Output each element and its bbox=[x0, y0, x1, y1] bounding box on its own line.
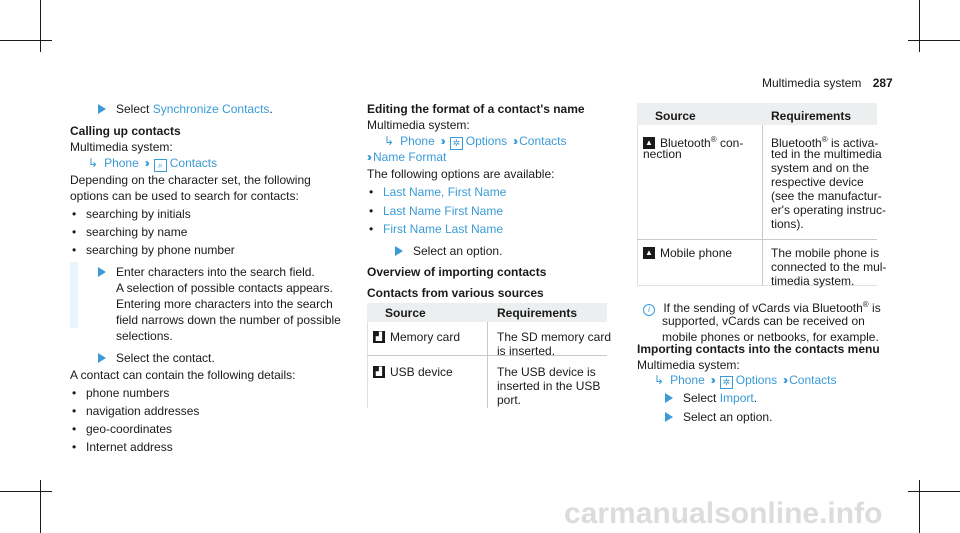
step-select-contact: Select the contact. bbox=[98, 350, 215, 366]
step-arrow-icon bbox=[98, 267, 106, 277]
table-cell: respective device bbox=[771, 175, 864, 189]
step-select-option: Select an option. bbox=[395, 243, 502, 259]
step-arrow-icon bbox=[98, 104, 106, 114]
list-item: • phone numbers bbox=[72, 386, 170, 400]
list-item: • navigation addresses bbox=[72, 404, 200, 418]
table-border bbox=[367, 322, 368, 408]
list-item: • searching by phone number bbox=[72, 243, 235, 257]
info-text: mobile phones or netbooks, for example. bbox=[662, 330, 879, 344]
path-phone[interactable]: Phone bbox=[104, 156, 139, 170]
table-cell: er's operating instruc- bbox=[771, 203, 887, 217]
table-cell: nection bbox=[643, 147, 682, 161]
table-cell: Bluetooth® is activa- bbox=[771, 135, 879, 150]
table-cell: system and on the bbox=[771, 161, 870, 175]
th-requirements: Requirements bbox=[497, 306, 578, 320]
sd-card-icon: ▟ bbox=[373, 331, 385, 343]
crop-mark bbox=[40, 480, 41, 533]
info-text: supported, vCards can be received on bbox=[662, 314, 865, 328]
path-phone[interactable]: Phone bbox=[400, 134, 435, 148]
option-last-first-comma[interactable]: Last Name, First Name bbox=[383, 185, 507, 199]
running-header bbox=[762, 75, 893, 91]
edit-path-cont bbox=[367, 149, 446, 165]
table-row: ▲ Mobile phone bbox=[643, 245, 732, 261]
crop-mark bbox=[40, 0, 41, 52]
edit-system: Multimedia system: bbox=[367, 118, 470, 132]
calling-path bbox=[88, 155, 217, 172]
enter-arrow-icon: ↳ bbox=[654, 373, 665, 387]
table-cell: The SD memory card bbox=[497, 330, 612, 344]
step-text: selections. bbox=[116, 329, 173, 343]
table-cell: timedia system. bbox=[771, 274, 855, 288]
list-item: • Internet address bbox=[72, 440, 173, 454]
gear-icon: ✲ bbox=[450, 137, 463, 150]
option-last-first[interactable]: Last Name First Name bbox=[383, 204, 504, 218]
watermark: carmanualsonline.info bbox=[564, 497, 883, 530]
path-phone[interactable]: Phone bbox=[670, 373, 705, 387]
step-arrow-icon bbox=[665, 393, 673, 403]
path-name-format[interactable]: Name Format bbox=[373, 150, 447, 164]
import-link[interactable]: Import bbox=[719, 391, 754, 405]
import-heading: Importing contacts into the contacts menu bbox=[637, 342, 880, 356]
step-text: field narrows down the number of possible bbox=[116, 313, 341, 327]
crop-mark bbox=[0, 40, 52, 41]
step-import: Select Import. bbox=[665, 390, 757, 406]
calling-system: Multimedia system: bbox=[70, 140, 173, 154]
table-cell: is inserted. bbox=[497, 344, 556, 358]
crop-mark bbox=[908, 491, 960, 492]
table-row: ▲ Bluetooth® con- bbox=[643, 132, 743, 151]
options-intro: The following options are available: bbox=[367, 167, 555, 181]
calling-heading: Calling up contacts bbox=[70, 124, 181, 138]
calling-para: options can be used to search for contacts: bbox=[70, 189, 299, 203]
table-row: ▟ Memory card bbox=[373, 329, 460, 345]
table-cell: port. bbox=[497, 393, 522, 407]
step-text: A selection of possible contacts appears. bbox=[116, 281, 333, 295]
calling-para: Depending on the character set, the following bbox=[70, 173, 311, 187]
step-arrow-icon bbox=[395, 246, 403, 256]
overview-heading: Overview of importing contacts bbox=[367, 265, 547, 279]
double-chevron-icon: ›› bbox=[440, 134, 443, 148]
enter-arrow-icon: ↳ bbox=[88, 156, 99, 170]
page-number: 287 bbox=[872, 76, 893, 90]
path-options[interactable]: Options bbox=[735, 373, 778, 387]
search-icon: ⌕ bbox=[154, 159, 167, 172]
details-intro: A contact can contain the following details: bbox=[70, 368, 296, 382]
double-chevron-icon: ›› bbox=[144, 156, 147, 170]
table-cell: connected to the mul- bbox=[771, 260, 887, 274]
import-path bbox=[654, 372, 836, 389]
table-divider bbox=[487, 322, 488, 408]
crop-mark bbox=[0, 491, 52, 492]
list-item: • First Name Last Name bbox=[369, 222, 504, 236]
list-item: • Last Name, First Name bbox=[369, 185, 507, 199]
info-icon: i bbox=[643, 304, 655, 316]
gear-icon: ✲ bbox=[720, 376, 733, 389]
sources-heading: Contacts from various sources bbox=[367, 286, 544, 300]
path-contacts[interactable]: Contacts bbox=[169, 156, 218, 170]
th-source: Source bbox=[385, 306, 426, 320]
table-cell: ted in the multimedia bbox=[771, 147, 882, 161]
step-enter: Enter characters into the search field. bbox=[98, 264, 315, 280]
usb-icon: ▟ bbox=[373, 366, 385, 378]
list-item: • Last Name First Name bbox=[369, 204, 504, 218]
table-cell: tions). bbox=[771, 217, 804, 231]
info-note: i If the sending of vCards via Bluetooth® is bbox=[643, 297, 881, 316]
sync-contacts-link[interactable]: Synchronize Contacts bbox=[152, 102, 270, 116]
step-text: Entering more characters into the search bbox=[116, 297, 333, 311]
step-bar bbox=[70, 262, 78, 328]
double-chevron-icon: ›› bbox=[783, 373, 786, 387]
th-source: Source bbox=[655, 109, 696, 123]
crop-mark bbox=[908, 40, 960, 41]
table-row: ▟ USB device bbox=[373, 364, 453, 380]
list-item: • geo-coordinates bbox=[72, 422, 173, 436]
crop-mark bbox=[919, 480, 920, 533]
list-item: • searching by name bbox=[72, 225, 188, 239]
step-sync: Select Synchronize Contacts. bbox=[98, 101, 273, 117]
table-row-divider bbox=[637, 239, 877, 240]
mobile-phone-icon: ▲ bbox=[643, 247, 655, 259]
table-border bbox=[637, 125, 638, 285]
path-contacts[interactable]: Contacts bbox=[789, 373, 837, 387]
enter-arrow-icon: ↳ bbox=[384, 134, 395, 148]
th-requirements: Requirements bbox=[771, 109, 852, 123]
bluetooth-icon: ▲ bbox=[643, 137, 655, 149]
step-select-option: Select an option. bbox=[665, 409, 772, 425]
table-row-divider bbox=[367, 355, 607, 356]
edit-heading: Editing the format of a contact's name bbox=[367, 102, 585, 116]
double-chevron-icon: ›› bbox=[513, 134, 516, 148]
edit-path bbox=[384, 133, 566, 150]
import-system: Multimedia system: bbox=[637, 358, 740, 372]
header-title: Multimedia system bbox=[762, 76, 862, 90]
step-arrow-icon bbox=[98, 353, 106, 363]
table-divider bbox=[762, 125, 763, 285]
crop-mark bbox=[919, 0, 920, 52]
table-cell: The mobile phone is bbox=[771, 246, 880, 260]
table-cell: inserted in the USB bbox=[497, 379, 601, 393]
path-contacts[interactable]: Contacts bbox=[519, 134, 567, 148]
option-first-last[interactable]: First Name Last Name bbox=[383, 222, 504, 236]
path-options[interactable]: Options bbox=[465, 134, 508, 148]
table-cell: (see the manufactur- bbox=[771, 189, 882, 203]
double-chevron-icon: ›› bbox=[367, 150, 369, 164]
double-chevron-icon: ›› bbox=[710, 373, 713, 387]
step-arrow-icon bbox=[665, 412, 673, 422]
list-item: • searching by initials bbox=[72, 207, 191, 221]
table-cell: The USB device is bbox=[497, 365, 596, 379]
